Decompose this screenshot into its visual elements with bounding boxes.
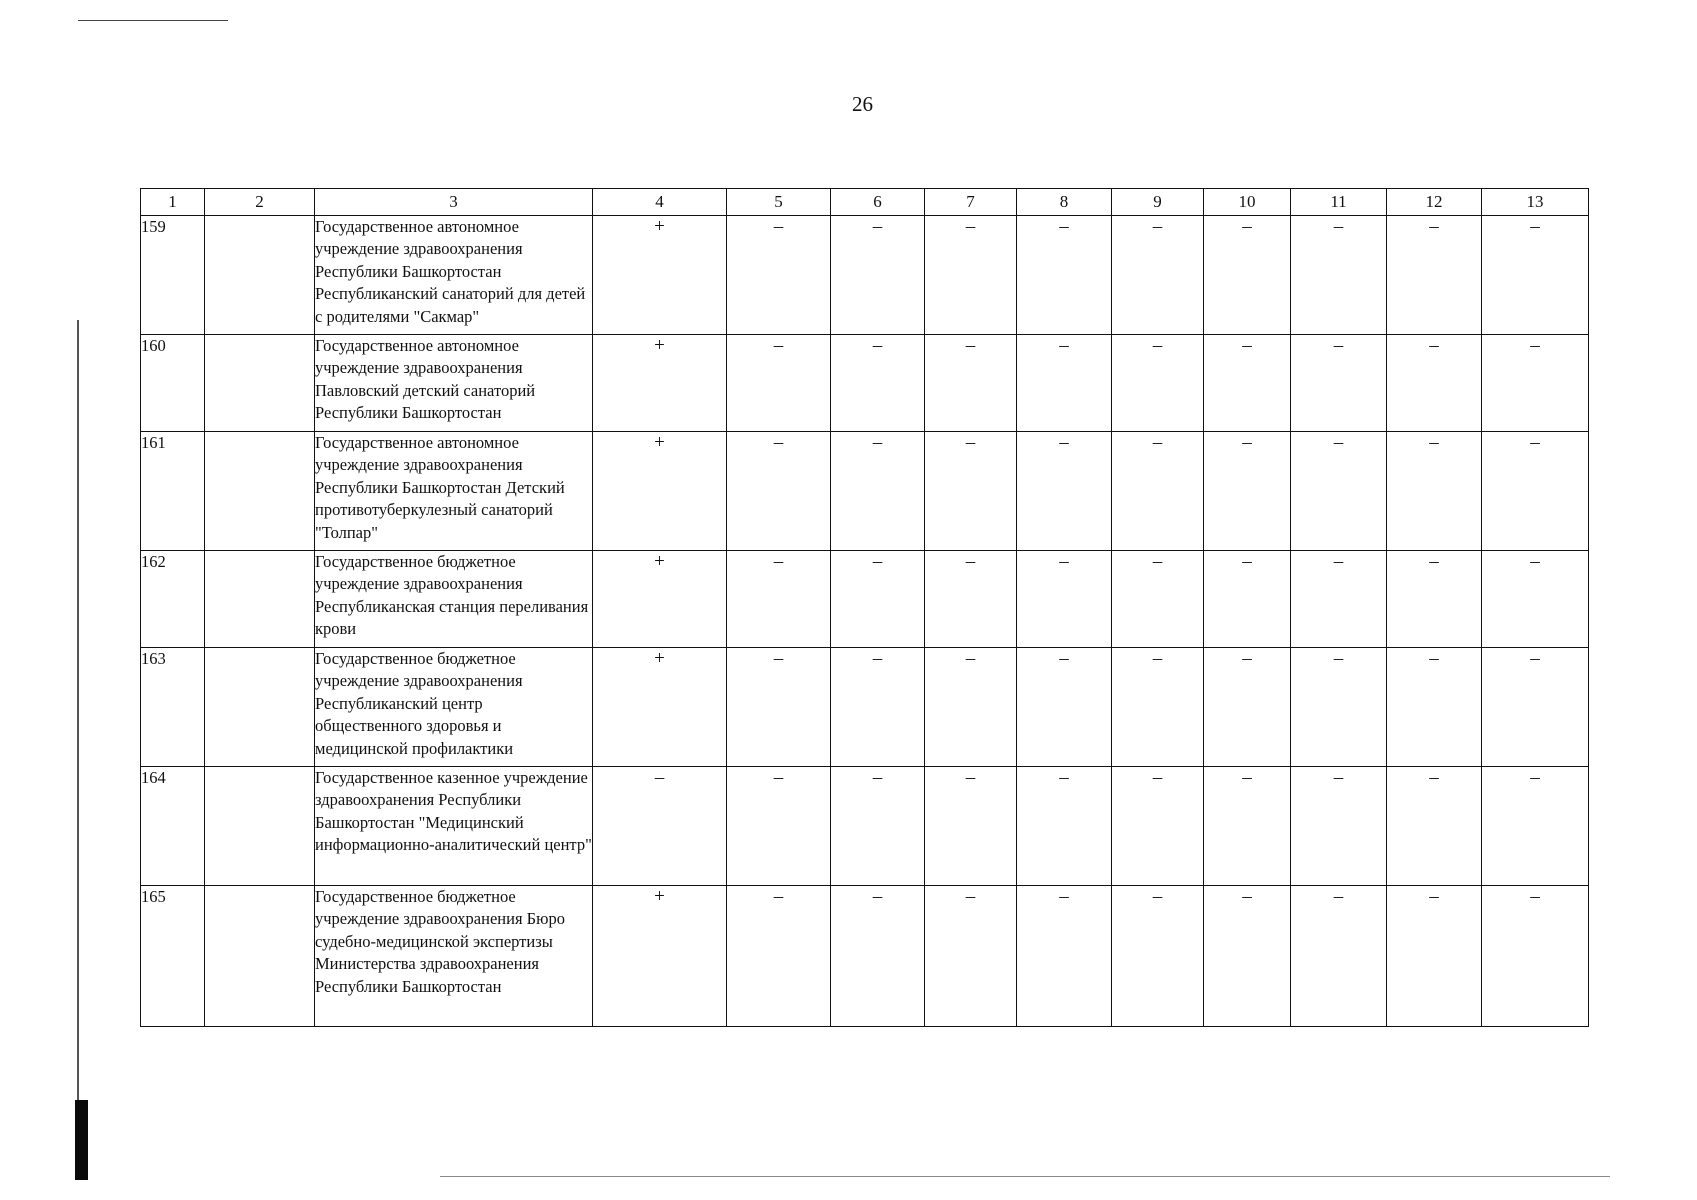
mark-cell: + xyxy=(593,216,727,335)
mark-cell: – xyxy=(831,767,925,886)
mark-cell: – xyxy=(1017,551,1112,648)
mark-cell: – xyxy=(1112,335,1204,432)
mark-cell: – xyxy=(925,335,1017,432)
mark-cell: – xyxy=(1482,335,1589,432)
row-col2-cell xyxy=(205,886,315,1027)
mark-cell: – xyxy=(1204,432,1291,551)
mark-cell: – xyxy=(727,551,831,648)
mark-cell: – xyxy=(1291,767,1387,886)
mark-cell: – xyxy=(727,886,831,1027)
row-col2-cell xyxy=(205,216,315,335)
row-number: 159 xyxy=(141,216,205,335)
scan-margin-bar xyxy=(75,1100,88,1180)
column-header: 8 xyxy=(1017,189,1112,216)
mark-cell: – xyxy=(1482,886,1589,1027)
mark-cell: – xyxy=(1112,767,1204,886)
page-number: 26 xyxy=(852,92,873,116)
column-header: 5 xyxy=(727,189,831,216)
column-header: 9 xyxy=(1112,189,1204,216)
mark-cell: – xyxy=(925,648,1017,767)
mark-cell: – xyxy=(1291,551,1387,648)
row-number: 160 xyxy=(141,335,205,432)
mark-cell: – xyxy=(1291,648,1387,767)
column-header: 12 xyxy=(1387,189,1482,216)
mark-cell: – xyxy=(1291,216,1387,335)
mark-cell: – xyxy=(1017,216,1112,335)
organization-name: Государственное бюджетное учреждение здравоохранения Республиканская станция переливания крови xyxy=(315,551,593,648)
mark-cell: – xyxy=(1291,335,1387,432)
table-row xyxy=(141,432,1589,551)
mark-cell: – xyxy=(1204,648,1291,767)
bottom-rule xyxy=(440,1176,1610,1177)
column-header: 3 xyxy=(315,189,593,216)
scan-margin-line xyxy=(77,320,79,1100)
mark-cell: – xyxy=(925,886,1017,1027)
mark-cell: + xyxy=(593,335,727,432)
column-header: 13 xyxy=(1482,189,1589,216)
table-row xyxy=(141,551,1589,648)
row-number: 162 xyxy=(141,551,205,648)
mark-cell: – xyxy=(1112,648,1204,767)
mark-cell: – xyxy=(1482,432,1589,551)
mark-cell: – xyxy=(1017,335,1112,432)
organization-name: Государственное бюджетное учреждение здравоохранения Республиканский центр общественного здоровья и медицинской профилактики xyxy=(315,648,593,767)
organization-name: Государственное автономное учреждение здравоохранения Республики Башкортостан Детский противотуберкулезный санаторий "Толпар" xyxy=(315,432,593,551)
row-col2-cell xyxy=(205,432,315,551)
row-col2-cell xyxy=(205,767,315,886)
row-col2-cell xyxy=(205,551,315,648)
mark-cell: – xyxy=(1204,335,1291,432)
mark-cell: – xyxy=(1387,648,1482,767)
mark-cell: – xyxy=(831,216,925,335)
row-number: 165 xyxy=(141,886,205,1027)
mark-cell: – xyxy=(1387,767,1482,886)
mark-cell: – xyxy=(1291,432,1387,551)
column-header: 4 xyxy=(593,189,727,216)
mark-cell: – xyxy=(727,335,831,432)
mark-cell: – xyxy=(1204,767,1291,886)
mark-cell: – xyxy=(1482,551,1589,648)
mark-cell: – xyxy=(925,767,1017,886)
mark-cell: – xyxy=(1017,648,1112,767)
mark-cell: – xyxy=(1387,432,1482,551)
table-header-row xyxy=(141,189,1589,216)
row-col2-cell xyxy=(205,648,315,767)
mark-cell: – xyxy=(1387,886,1482,1027)
mark-cell: – xyxy=(1204,216,1291,335)
mark-cell: – xyxy=(831,432,925,551)
mark-cell: + xyxy=(593,432,727,551)
mark-cell: + xyxy=(593,648,727,767)
row-number: 161 xyxy=(141,432,205,551)
mark-cell: – xyxy=(593,767,727,886)
mark-cell: – xyxy=(727,216,831,335)
row-col2-cell xyxy=(205,335,315,432)
top-rule xyxy=(78,20,228,21)
mark-cell: – xyxy=(1387,216,1482,335)
mark-cell: – xyxy=(831,648,925,767)
table-row xyxy=(141,216,1589,335)
mark-cell: – xyxy=(1112,886,1204,1027)
mark-cell: – xyxy=(1204,886,1291,1027)
mark-cell: – xyxy=(727,648,831,767)
column-header: 7 xyxy=(925,189,1017,216)
column-header: 11 xyxy=(1291,189,1387,216)
column-header: 1 xyxy=(141,189,205,216)
organization-name: Государственное автономное учреждение здравоохранения Павловский детский санаторий Республики Башкортостан xyxy=(315,335,593,432)
row-number: 164 xyxy=(141,767,205,886)
registry-table xyxy=(140,188,1589,1027)
mark-cell: – xyxy=(1112,432,1204,551)
table-row xyxy=(141,648,1589,767)
mark-cell: – xyxy=(925,432,1017,551)
mark-cell: – xyxy=(1482,216,1589,335)
column-header: 6 xyxy=(831,189,925,216)
column-header: 10 xyxy=(1204,189,1291,216)
mark-cell: – xyxy=(727,432,831,551)
mark-cell: – xyxy=(925,551,1017,648)
mark-cell: – xyxy=(1017,767,1112,886)
organization-name: Государственное казенное учреждение здравоохранения Республики Башкортостан "Медицинский информационно-аналитический центр" xyxy=(315,767,593,886)
mark-cell: – xyxy=(1112,216,1204,335)
mark-cell: – xyxy=(1017,886,1112,1027)
mark-cell: – xyxy=(1017,432,1112,551)
mark-cell: – xyxy=(1387,335,1482,432)
mark-cell: – xyxy=(1291,886,1387,1027)
mark-cell: – xyxy=(727,767,831,886)
organization-name: Государственное бюджетное учреждение здравоохранения Бюро судебно-медицинской экспертизы Министерства здравоохранения Республики Башкортостан xyxy=(315,886,593,1027)
mark-cell: – xyxy=(1112,551,1204,648)
mark-cell: – xyxy=(925,216,1017,335)
mark-cell: – xyxy=(1204,551,1291,648)
table-row xyxy=(141,335,1589,432)
column-header: 2 xyxy=(205,189,315,216)
mark-cell: – xyxy=(1387,551,1482,648)
mark-cell: + xyxy=(593,886,727,1027)
mark-cell: – xyxy=(831,886,925,1027)
table-row xyxy=(141,886,1589,1027)
table-row xyxy=(141,767,1589,886)
row-number: 163 xyxy=(141,648,205,767)
organization-name: Государственное автономное учреждение здравоохранения Республики Башкортостан Республиканский санаторий для детей с родителями "Сакмар" xyxy=(315,216,593,335)
mark-cell: – xyxy=(831,551,925,648)
mark-cell: – xyxy=(1482,648,1589,767)
mark-cell: – xyxy=(831,335,925,432)
mark-cell: + xyxy=(593,551,727,648)
mark-cell: – xyxy=(1482,767,1589,886)
